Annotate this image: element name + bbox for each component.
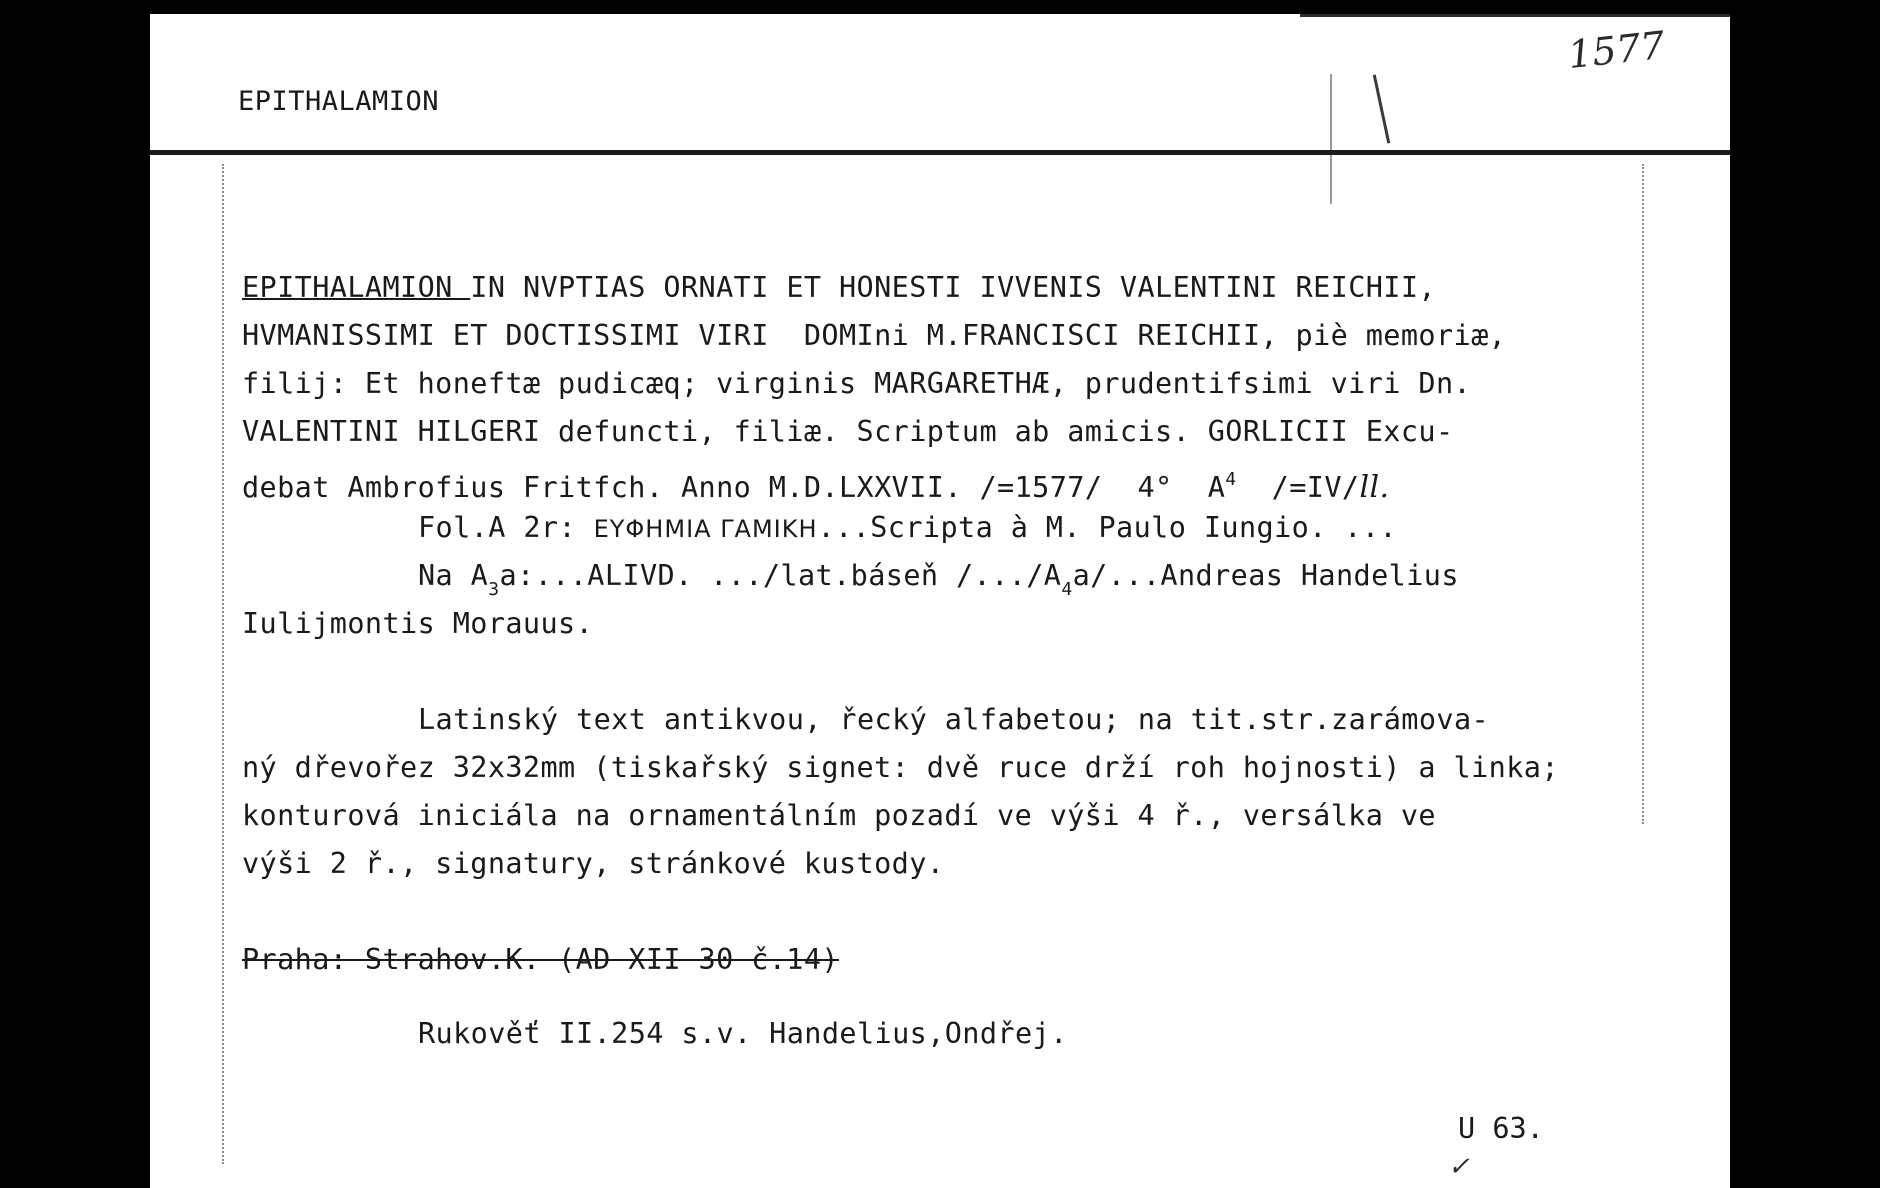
check-mark-icon: ✓ <box>1448 1152 1470 1182</box>
technical-line: výši 2 ř., signatury, stránkové kustody. <box>242 847 945 880</box>
imprint-line <box>242 456 1712 504</box>
technical-line: konturová iniciála na ornamentálním pozadí ve výši 4 ř., versálka ve <box>242 799 1436 832</box>
left-margin-line <box>222 164 224 1164</box>
catalog-card <box>150 14 1730 1188</box>
scan-artifact <box>1300 14 1730 17</box>
spacer <box>242 888 1712 936</box>
description-line: VALENTINI HILGERI defuncti, filiæ. Scriptum ab amicis. GORLICII Excu- <box>242 415 1454 448</box>
fol-line <box>242 504 1712 552</box>
description-line <box>242 264 1712 312</box>
fol-rest: ...Scripta à M. Paulo Iungio. ... <box>817 511 1397 544</box>
na-line-continuation: Iulijmontis Morauus. <box>242 607 594 640</box>
spacer <box>242 648 1712 696</box>
card-body <box>242 264 1712 1058</box>
na-sub-1: 3 <box>488 579 500 600</box>
shelfmark: U 63. <box>1458 1112 1544 1145</box>
imprint-text: debat Ambrofius Fritfch. Anno M.D.LXXVII. /=1577/ <box>242 471 1138 504</box>
technical-line: Latinský text antikvou, řecký alfabetou; na tit.str.zarámova- <box>418 703 1490 736</box>
na-line <box>242 552 1712 600</box>
signature-superscript: 4 <box>1225 469 1237 490</box>
format-value: 4° <box>1137 471 1173 504</box>
na-prefix: Na A <box>418 559 489 592</box>
accession-number: 1577 <box>1565 23 1667 77</box>
spacer <box>242 984 1712 1010</box>
na-sub-2: 4 <box>1061 579 1073 600</box>
handwritten-note: ll. <box>1359 470 1390 505</box>
heading-rule <box>150 150 1730 155</box>
pencil-stroke <box>1373 74 1390 143</box>
pencil-stroke <box>1330 74 1332 204</box>
reference-line: Rukověť II.254 s.v. Handelius,Ondřej. <box>418 1017 1068 1050</box>
technical-line: ný dřevořez 32x32mm (tiskařský signet: dvě ruce drží roh hojnosti) a linka; <box>242 751 1559 784</box>
na-rest: a/...Andreas Handelius <box>1072 559 1459 592</box>
greek-title: ΕΥΦΗΜΙΑ ΓΑΜΙΚΗ <box>593 515 818 543</box>
description-line: HVMANISSIMI ET DOCTISSIMI VIRI DOMIni M.FRANCISCI REICHII, piè memoriæ, <box>242 319 1507 352</box>
na-mid: a:...ALIVD. .../lat.báseň /.../A <box>499 559 1062 592</box>
leaf-count: /=IV/ <box>1236 471 1360 504</box>
fol-prefix: Fol.A 2r: <box>418 511 577 544</box>
card-heading: EPITHALAMION <box>238 86 440 117</box>
description-line: filij: Et honeftæ pudicæq; virginis MARGARETHÆ, prudentifsimi viri Dn. <box>242 367 1472 400</box>
title-text: IN NVPTIAS ORNATI ET HONESTI IVVENIS VALENTINI REICHII, <box>470 271 1436 304</box>
title-keyword: EPITHALAMION <box>242 271 471 304</box>
signature-prefix: A <box>1172 471 1226 504</box>
struck-location: Praha: Strahov.K. (AD XII 30 č.14) <box>242 943 839 976</box>
